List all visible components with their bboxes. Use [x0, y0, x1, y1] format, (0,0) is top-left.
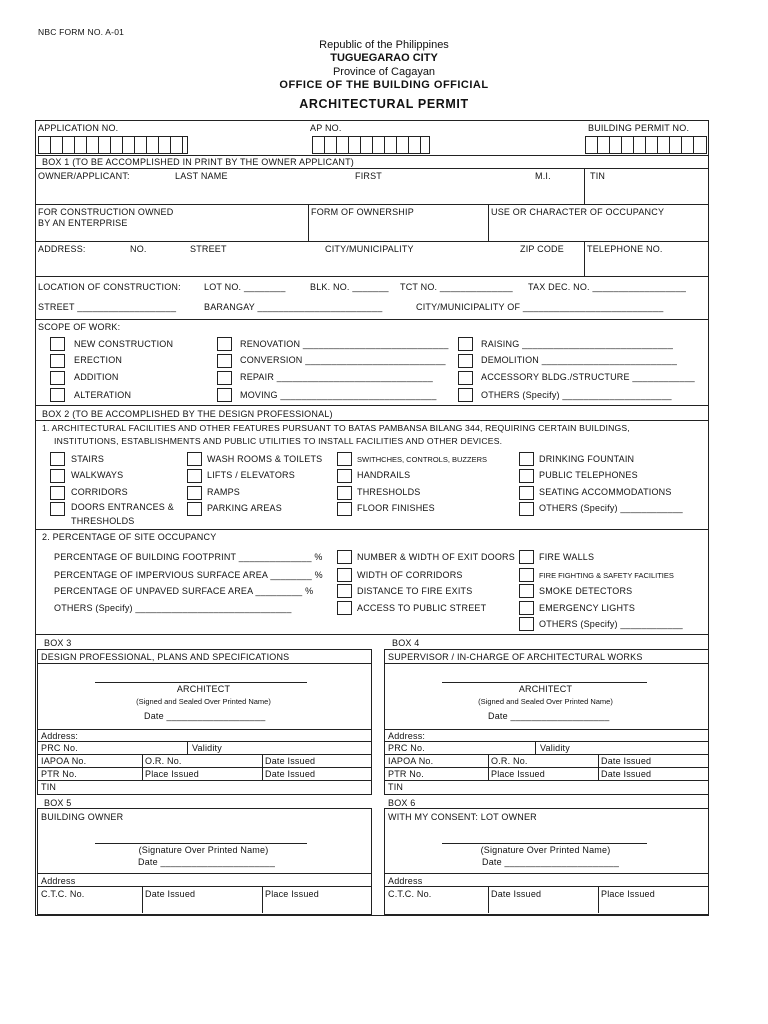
scope-option: RENOVATION ____________________________ — [240, 339, 449, 349]
city-of-field[interactable]: CITY/MUNICIPALITY OF ___________________________ — [416, 302, 664, 312]
box4-validity-label: Validity — [540, 743, 570, 753]
last-name-label: LAST NAME — [175, 171, 228, 181]
facility-option: DOORS ENTRANCES & — [71, 502, 174, 512]
first-name-label: FIRST — [355, 171, 382, 181]
occupancy-option: FIRE FIGHTING & SAFETY FACILITIES — [539, 571, 674, 580]
box6-address-label: Address — [388, 876, 423, 886]
scope-option: RAISING _____________________________ — [481, 339, 674, 349]
form-frame — [35, 120, 709, 916]
occupancy-option: OTHERS (Specify) ____________ — [539, 619, 683, 629]
scope-option: NEW CONSTRUCTION — [74, 339, 174, 349]
facility-option: THRESHOLDS — [357, 487, 421, 497]
scope-title: SCOPE OF WORK: — [38, 322, 121, 332]
barangay-field[interactable]: BARANGAY ________________________ — [204, 302, 383, 312]
box4-prc-label: PRC No. — [388, 743, 425, 753]
box5-label: BOX 5 — [44, 798, 72, 808]
use-of-occupancy-label: USE OR CHARACTER OF OCCUPANCY — [491, 207, 665, 217]
mi-label: M.I. — [535, 171, 551, 181]
facility-checkbox[interactable] — [50, 486, 65, 500]
application-no-boxes[interactable] — [38, 136, 188, 154]
scope-option: ADDITION — [74, 372, 119, 382]
occupancy-checkbox[interactable] — [337, 550, 352, 564]
box3-or-label: O.R. No. — [145, 756, 182, 766]
box3-date-issued-label-2: Date Issued — [265, 769, 316, 779]
facility-checkbox[interactable] — [519, 486, 534, 500]
tct-no-field[interactable]: TCT NO. ______________ — [400, 282, 513, 292]
form-of-ownership-label: FORM OF OWNERSHIP — [311, 207, 414, 217]
ap-no-boxes[interactable] — [312, 136, 430, 154]
box4-date-issued-label: Date Issued — [601, 756, 652, 766]
occupancy-checkbox[interactable] — [519, 584, 534, 598]
box4-iapoa-label: IAPOA No. — [388, 756, 434, 766]
box6-title: WITH MY CONSENT: LOT OWNER — [388, 812, 537, 822]
building-permit-no-boxes[interactable] — [585, 136, 707, 154]
page-title: ARCHITECTURAL PERMIT — [299, 97, 469, 111]
occupancy-checkbox[interactable] — [337, 601, 352, 615]
scope-checkbox[interactable] — [50, 371, 65, 385]
telephone-label: TELEPHONE NO. — [587, 244, 663, 254]
box5-address-label: Address — [41, 876, 76, 886]
occupancy-checkbox[interactable] — [519, 550, 534, 564]
box5-place-issued-label: Place Issued — [265, 889, 319, 899]
box1-title: BOX 1 (TO BE ACCOMPLISHED IN PRINT BY THE OWNER APPLICANT) — [42, 157, 355, 167]
tax-dec-field[interactable]: TAX DEC. NO. __________________ — [528, 282, 687, 292]
occupancy-checkbox[interactable] — [337, 568, 352, 582]
occupancy-option: WIDTH OF CORRIDORS — [357, 570, 463, 580]
box3-label: BOX 3 — [44, 638, 72, 648]
facility-option: CORRIDORS — [71, 487, 128, 497]
zip-code-label: ZIP CODE — [520, 244, 564, 254]
facility-option: OTHERS (Specify) ____________ — [539, 503, 683, 513]
facility-checkbox[interactable] — [337, 469, 352, 483]
city-line: TUGUEGARAO CITY — [330, 52, 438, 64]
application-no-label: APPLICATION NO. — [38, 123, 119, 133]
box3-validity-label: Validity — [192, 743, 222, 753]
box4-ptr-label: PTR No. — [388, 769, 424, 779]
scope-checkbox[interactable] — [217, 337, 232, 351]
address-no-label: NO. — [130, 244, 147, 254]
facility-checkbox[interactable] — [187, 469, 202, 483]
scope-option: OTHERS (Specify) _____________________ — [481, 390, 672, 400]
scope-option: MOVING ______________________________ — [240, 390, 437, 400]
scope-checkbox[interactable] — [217, 371, 232, 385]
box5-ctc-label: C.T.C. No. — [41, 889, 85, 899]
box3-architect: ARCHITECT — [176, 684, 231, 694]
building-permit-no-label: BUILDING PERMIT NO. — [588, 123, 690, 133]
scope-checkbox[interactable] — [217, 354, 232, 368]
item1-text: 1. ARCHITECTURAL FACILITIES AND OTHER FEATURES PURSUANT TO BATAS PAMBANSA BILANG 344, REQUIRING CERTAIN BUILDINGS, — [42, 423, 630, 433]
facility-option: RAMPS — [207, 487, 241, 497]
scope-option: ALTERATION — [74, 390, 132, 400]
scope-checkbox[interactable] — [217, 388, 232, 402]
address-label: ADDRESS: — [38, 244, 86, 254]
owner-applicant-label: OWNER/APPLICANT: — [38, 171, 130, 181]
box6-signature: (Signature Over Printed Name) — [480, 845, 611, 855]
facility-checkbox[interactable] — [50, 502, 65, 516]
facility-checkbox[interactable] — [50, 469, 65, 483]
facility-checkbox[interactable] — [50, 452, 65, 466]
box4-address-label: Address: — [388, 731, 426, 741]
republic-line: Republic of the Philippines — [319, 39, 449, 51]
box4-architect: ARCHITECT — [518, 684, 573, 694]
box4-title: SUPERVISOR / IN-CHARGE OF ARCHITECTURAL WORKS — [388, 652, 643, 662]
facility-checkbox[interactable] — [337, 502, 352, 516]
box4-tin-label: TIN — [388, 782, 404, 792]
occupancy-option: DISTANCE TO FIRE EXITS — [357, 586, 473, 596]
address-city-label: CITY/MUNICIPALITY — [325, 244, 414, 254]
office-line: OFFICE OF THE BUILDING OFFICIAL — [279, 79, 489, 91]
facility-option: SEATING ACCOMMODATIONS — [539, 487, 672, 497]
box6-date-issued-label: Date Issued — [491, 889, 542, 899]
scope-checkbox[interactable] — [50, 354, 65, 368]
facility-checkbox[interactable] — [337, 452, 352, 466]
facility-checkbox[interactable] — [187, 452, 202, 466]
facility-option: WALKWAYS — [71, 470, 124, 480]
box3-date-issued-label: Date Issued — [265, 756, 316, 766]
box5-title: BUILDING OWNER — [41, 812, 124, 822]
box6-place-issued-label: Place Issued — [601, 889, 655, 899]
box4-label: BOX 4 — [392, 638, 420, 648]
facility-checkbox[interactable] — [519, 502, 534, 516]
occupancy-checkbox[interactable] — [519, 601, 534, 615]
blk-no-field[interactable]: BLK. NO. _______ — [310, 282, 389, 292]
occupancy-option: NUMBER & WIDTH OF EXIT DOORS — [357, 552, 515, 562]
occupancy-option: EMERGENCY LIGHTS — [539, 603, 636, 613]
facility-option: LIFTS / ELEVATORS — [207, 470, 295, 480]
facility-option: FLOOR FINISHES — [357, 503, 435, 513]
box5-signature: (Signature Over Printed Name) — [138, 845, 269, 855]
street-field[interactable]: STREET ___________________ — [38, 302, 177, 312]
facility-option: DRINKING FOUNTAIN — [539, 454, 635, 464]
occupancy-checkbox[interactable] — [337, 584, 352, 598]
facility-option: HANDRAILS — [357, 470, 411, 480]
item1-text-cont: INSTITUTIONS, ESTABLISHMENTS AND PUBLIC UTILITIES TO INSTALL FACILITIES AND OTHER DEVICES. — [54, 436, 503, 446]
occupancy-option: SMOKE DETECTORS — [539, 586, 633, 596]
box4-panel — [384, 649, 709, 795]
facility-option-cont: THRESHOLDS — [71, 516, 135, 526]
box3-prc-label: PRC No. — [41, 743, 78, 753]
scope-option: REPAIR ______________________________ — [240, 372, 433, 382]
item2-title: 2. PERCENTAGE OF SITE OCCUPANCY — [42, 532, 217, 542]
scope-checkbox[interactable] — [458, 388, 473, 402]
box6-ctc-label: C.T.C. No. — [388, 889, 432, 899]
box3-tin-label: TIN — [41, 782, 57, 792]
scope-checkbox[interactable] — [458, 354, 473, 368]
box3-signed: (Signed and Sealed Over Printed Name) — [136, 697, 271, 706]
facility-option: STAIRS — [71, 454, 105, 464]
facility-checkbox[interactable] — [187, 502, 202, 516]
box4-signed: (Signed and Sealed Over Printed Name) — [478, 697, 613, 706]
tin-label: TIN — [590, 171, 606, 181]
facility-option: WASH ROOMS & TOILETS — [207, 454, 323, 464]
facility-option: PARKING AREAS — [207, 503, 282, 513]
occupancy-option: FIRE WALLS — [539, 552, 595, 562]
facility-option: SWITHCHES, CONTROLS, BUZZERS — [357, 455, 488, 464]
location-label: LOCATION OF CONSTRUCTION: — [38, 282, 181, 292]
ap-no-label: AP NO. — [310, 123, 342, 133]
facility-checkbox[interactable] — [519, 469, 534, 483]
box3-iapoa-label: IAPOA No. — [41, 756, 87, 766]
occupancy-option: ACCESS TO PUBLIC STREET — [357, 603, 487, 613]
box6-label: BOX 6 — [388, 798, 416, 808]
lot-no-field[interactable]: LOT NO. ________ — [204, 282, 286, 292]
box3-address-label: Address: — [41, 731, 79, 741]
pct-unpaved-field[interactable]: PERCENTAGE OF UNPAVED SURFACE AREA _________ % — [54, 586, 314, 596]
box3-title: DESIGN PROFESSIONAL, PLANS AND SPECIFICATIONS — [41, 652, 290, 662]
facility-checkbox[interactable] — [519, 452, 534, 466]
box3-panel — [37, 649, 372, 795]
occupancy-checkbox[interactable] — [519, 617, 534, 631]
box2-title: BOX 2 (TO BE ACCOMPLISHED BY THE DESIGN PROFESSIONAL) — [42, 409, 333, 419]
address-street-label: STREET — [190, 244, 227, 254]
scope-option: ACCESSORY BLDG./STRUCTURE ____________ — [481, 372, 695, 382]
enterprise-label: BY AN ENTERPRISE — [38, 218, 128, 228]
box5-date-field[interactable]: Date ______________________ — [138, 857, 276, 867]
occupancy-checkbox[interactable] — [519, 568, 534, 582]
scope-option: DEMOLITION __________________________ — [481, 355, 678, 365]
box3-date-field[interactable]: Date ___________________ — [144, 711, 266, 721]
scope-checkbox[interactable] — [458, 371, 473, 385]
box5-date-issued-label: Date Issued — [145, 889, 196, 899]
construction-owned-label: FOR CONSTRUCTION OWNED — [38, 207, 174, 217]
box4-or-label: O.R. No. — [491, 756, 528, 766]
box6-date-field[interactable]: Date ______________________ — [482, 857, 620, 867]
scope-option: ERECTION — [74, 355, 123, 365]
scope-option: CONVERSION ___________________________ — [240, 355, 446, 365]
scope-checkbox[interactable] — [50, 337, 65, 351]
pct-footprint-field[interactable]: PERCENTAGE OF BUILDING FOOTPRINT ______________ % — [54, 552, 323, 562]
box3-ptr-label: PTR No. — [41, 769, 77, 779]
box4-place-issued-label: Place Issued — [491, 769, 545, 779]
facility-checkbox[interactable] — [337, 486, 352, 500]
pct-impervious-field[interactable]: PERCENTAGE OF IMPERVIOUS SURFACE AREA ________ % — [54, 570, 323, 580]
facility-checkbox[interactable] — [187, 486, 202, 500]
scope-checkbox[interactable] — [458, 337, 473, 351]
pct-others-field[interactable]: OTHERS (Specify) ______________________________ — [54, 603, 292, 613]
province-line: Province of Cagayan — [332, 66, 436, 78]
box4-date-field[interactable]: Date ___________________ — [488, 711, 610, 721]
facility-option: PUBLIC TELEPHONES — [539, 470, 638, 480]
box3-place-issued-label: Place Issued — [145, 769, 199, 779]
box4-date-issued-label-2: Date Issued — [601, 769, 652, 779]
form-number: NBC FORM NO. A-01 — [38, 27, 125, 37]
scope-checkbox[interactable] — [50, 388, 65, 402]
